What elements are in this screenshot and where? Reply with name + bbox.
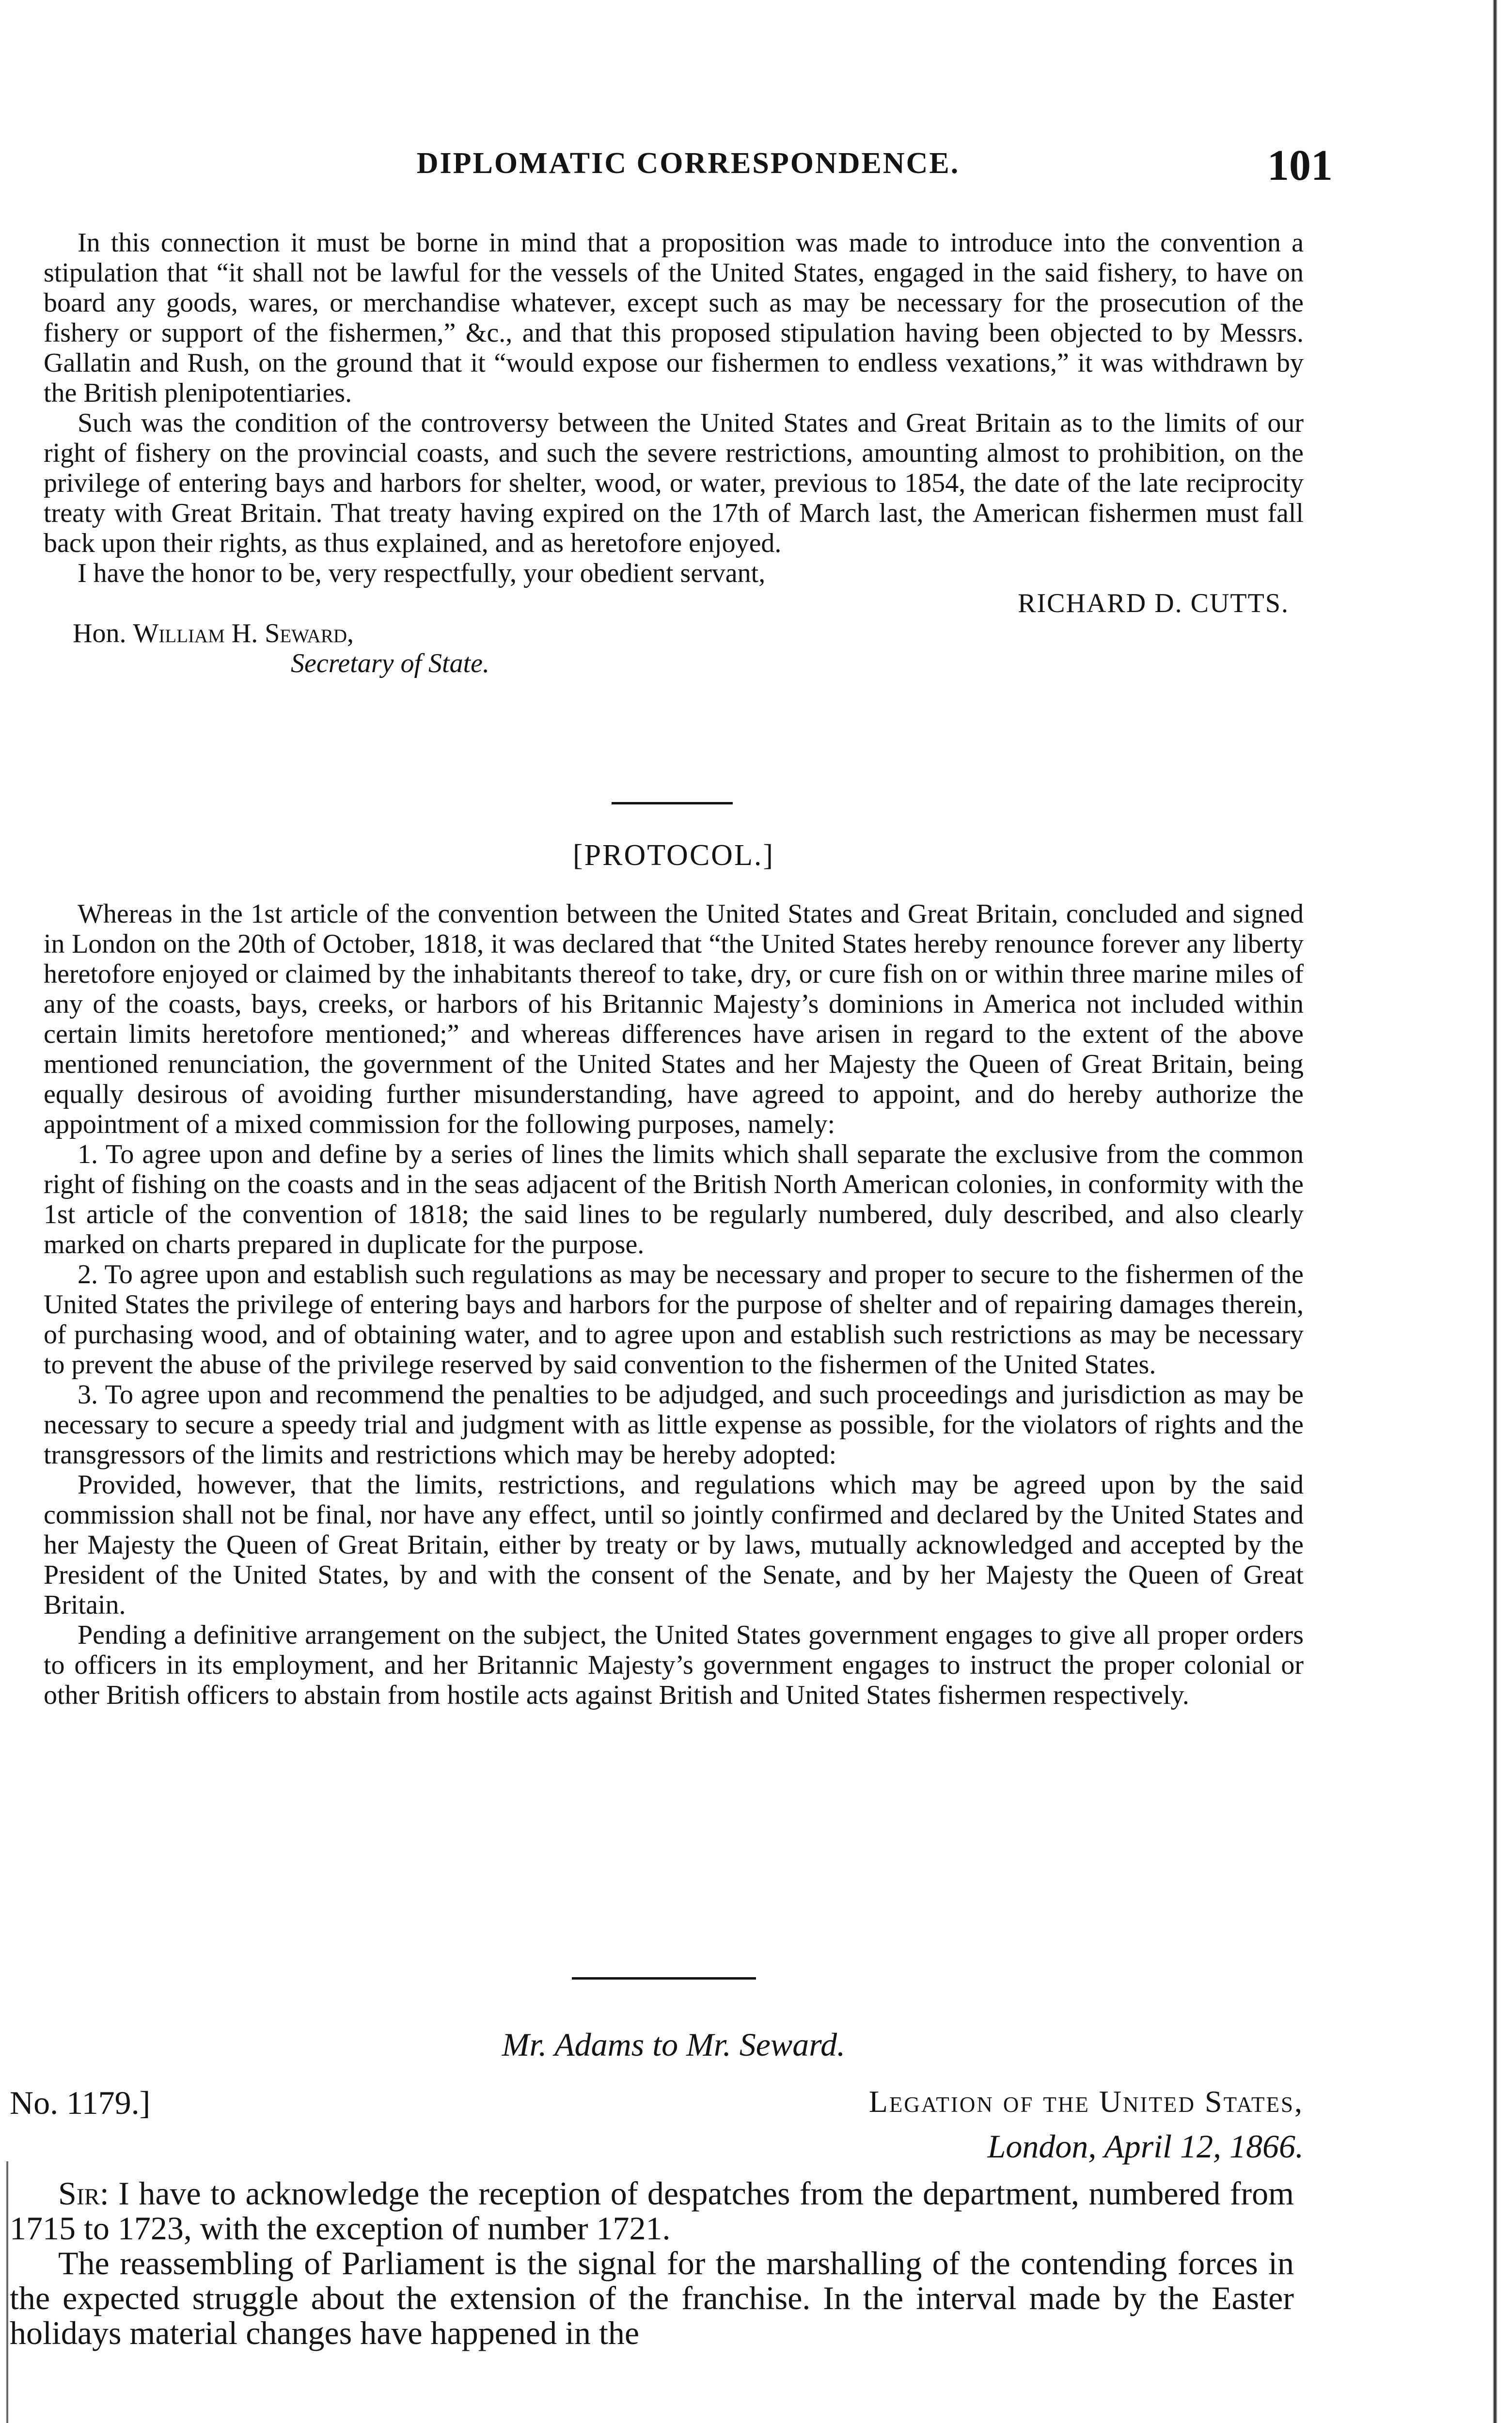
protocol-heading: [PROTOCOL.] — [573, 839, 774, 872]
dateline-place: London, — [987, 2128, 1097, 2165]
page-number: 101 — [1267, 142, 1333, 189]
running-title: DIPLOMATIC CORRESPONDENCE. — [416, 147, 960, 180]
section-divider — [572, 1977, 756, 1980]
paragraph: In this connection it must be borne in mind that a proposition was made to introduce into the convention a stipulation that “it shall not be lawful for the vessels of the United States, engaged in the said fishery, to have on board any goods, wares, or merchandise whatever, except such as may be necessary for the prosecution of the fishery or support of the fishermen,” &c., and that this proposed stipulation having been objected to by Messrs. Gallatin and Rush, on the ground that it “would expose our fishermen to endless vexations,” it was withdrawn by the British plenipotentiaries. — [44, 228, 1304, 408]
salutation: Sir: — [58, 2175, 109, 2212]
paragraph: Provided, however, that the limits, restrictions, and regulations which may be agreed upon by the said commission shall not be final, nor have any effect, until so jointly confirmed and declared by the United States and her Majesty the Queen of Great Britain, either by treaty or by laws, mutually acknowledged and accepted by the President of the United States, by and with the consent of the Senate, and by her Majesty the Queen of Great Britain. — [44, 1470, 1304, 1620]
addressee-name: William H. Seward, — [133, 618, 354, 648]
paragraph: Pending a definitive arrangement on the subject, the United States government engages to give all proper orders to officers in its employment, and her Britannic Majesty’s government engages to instruct the proper colonial or other British officers to abstain from hostile acts against British and United States fishermen respectively. — [44, 1620, 1304, 1710]
adams-letter-body — [10, 2176, 1294, 2350]
paragraph-text: I have to acknowledge the reception of despatches from the department, numbered from 1715 to 1723, with the exception of number 1721. — [10, 2175, 1294, 2247]
paragraph — [10, 2176, 1294, 2246]
closing-line: I have the honor to be, very respectfully, your obedient servant, — [78, 558, 766, 588]
section-divider — [612, 802, 733, 804]
paragraph: 1. To agree upon and define by a series of lines the limits which shall separate the exclusive from the common right of fishing on the coasts and in the seas adjacent of the British North American colonies, in conformity with the 1st article of the convention of 1818; the said lines to be regularly numbered, duly described, and also clearly marked on charts prepared in duplicate for the purpose. — [44, 1139, 1304, 1259]
paragraph: Such was the condition of the controversy between the United States and Great Britain as to the limits of our right of fishery on the provincial coasts, and such the severe restrictions, amounting almost to prohibition, on the privilege of entering bays and harbors for shelter, wood, or water, previous to 1854, the date of the late reciprocity treaty with Great Britain. That treaty having expired on the 17th of March last, the American fishermen must fall back upon their rights, as thus explained, and as heretofore enjoyed. — [44, 408, 1304, 558]
scan-edge-left — [6, 2161, 9, 2423]
paragraph: Whereas in the 1st article of the convention between the United States and Great Britain, concluded and signed in London on the 20th of October, 1818, it was declared that “the United States hereby renounce forever any liberty heretofore enjoyed or claimed by the inhabitants thereof to take, dry, or cure fish on or within three marine miles of any of the coasts, bays, creeks, or harbors of his Britannic Majesty’s dominions in America not included within certain limits heretofore mentioned;” and whereas differences have arisen in regard to the extent of the above mentioned renunciation, the government of the United States and her Majesty the Queen of Great Britain, being equally desirous of avoiding further misunderstanding, have agreed to appoint, and do hereby authorize the appointment of a mixed commission for the following purposes, namely: — [44, 899, 1304, 1139]
page-header — [44, 141, 1333, 199]
protocol-body — [44, 899, 1304, 1710]
paragraph: 3. To agree upon and recommend the penalties to be adjudged, and such proceedings and jurisdiction as may be necessary to secure a speedy trial and judgment with as little expense as possible, for the violators of rights and the transgressors of the limits and restrictions which may be hereby adopted: — [44, 1380, 1304, 1470]
dateline-date: April 12, 1866. — [1104, 2128, 1304, 2165]
cutts-letter-body — [44, 228, 1304, 678]
letter-heading: Mr. Adams to Mr. Seward. — [502, 2026, 846, 2063]
addressee — [44, 618, 1304, 648]
scan-edge-right — [1493, 0, 1497, 2423]
addressee-prefix: Hon. — [73, 618, 126, 648]
signature: RICHARD D. CUTTS. — [1018, 588, 1289, 618]
paragraph: The reassembling of Parliament is the signal for the marshalling of the contending forces in the expected struggle about the extension of the franchise. In the interval made by the Easter holidays material changes have happened in the — [10, 2245, 1294, 2351]
paragraph: 2. To agree upon and establish such regulations as may be necessary and proper to secure to the fishermen of the United States the privilege of entering bays and harbors for the purpose of shelter and of repairing damages therein, of purchasing wood, and of obtaining water, and to agree upon and establish such restrictions as may be necessary to prevent the abuse of the privilege reserved by said convention to the fishermen of the United States. — [44, 1259, 1304, 1380]
legation-line: Legation of the United States, — [868, 2084, 1304, 2119]
addressee-title: Secretary of State. — [291, 648, 490, 678]
dateline — [988, 2127, 1304, 2166]
despatch-number: No. 1179.] — [10, 2084, 151, 2121]
